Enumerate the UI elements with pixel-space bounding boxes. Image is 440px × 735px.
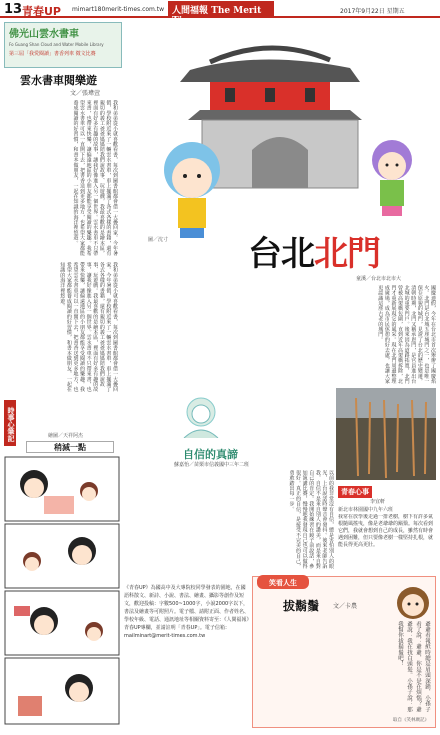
article-left-body-2: 我和弟弟從小就喜歡看書，每次到圖書館都會借一大疊回家。今年暑假，學校附近來了一輛雲水書車，車上擺滿了各式各樣的書籍，還有親切的義工爸爸媽媽陪我們說故事、玩遊戲。我最喜歡的是繪本區，裡面有好多有趣的故事，讓我好像進入另一個世界。雲水書車不只帶來書，也帶來快樂，讓偏遠地區的小朋友都能享受閱讀的樂趣。我希望雲水書車可以一直開下去，把書香送到更多地方，也希望大家都能養成閱讀的好習慣，和書本做朋友，一起在知識的海洋裡悠遊。 xyxy=(59,262,118,392)
feature-title-part1: 台北 xyxy=(248,234,314,274)
feature-body: 國慶連假，今年在台北市首次舉辦了國慶焰火。北門是台北城五座城門之一，也是唯一保存原貌的城門，見證了台北的歷史變遷。清朝時期，北門又稱承恩門，是官員進出台北城的重要門戶。後來因為道路拓寬，北門曾被高架橋包圍，直到近年高架橋拆除，北門才重新展現它的風采。現在北門周邊整理成廣場，成為市民休憩的好去處，也讓大家更認識這座古老的城門。 xyxy=(377,285,436,384)
essay-byline: 蘇嘉怡／苗栗市信義國中三年二班 xyxy=(174,462,250,468)
comic-column-label: 時事心筆記 xyxy=(4,400,16,446)
youth-column-label: 青春心事 xyxy=(338,486,372,498)
masthead xyxy=(0,0,440,26)
youth-column-school: 新北市林園國中九年六班 xyxy=(338,507,394,513)
article-left-byline: 文／張瑋萱 xyxy=(70,90,101,97)
joke-badge: 笑看人生 xyxy=(257,575,309,589)
joke-source: 取自《笑林廣記》 xyxy=(393,718,429,723)
kid-boy-blue-hair xyxy=(164,142,220,238)
joke-cartoon xyxy=(393,583,433,623)
tree-roots-image xyxy=(336,388,436,480)
joke-girl-icon xyxy=(393,583,433,623)
issue-date: 2017年9月22日 星期五 xyxy=(340,8,405,15)
banner-tag: 第三屆「我愛閱讀」書香列車 徵文比賽 xyxy=(9,51,96,57)
comic-credit: 繪圖／天祥阿杰 xyxy=(48,433,84,439)
joke-byline: 文／卡農 xyxy=(333,603,358,610)
banner-title: 佛光山雲水書車 xyxy=(9,29,79,40)
banner-subtitle: Fo Guang Shan Cloud and Water Mobile Library xyxy=(9,42,104,47)
joke-box xyxy=(252,576,436,728)
feature-title xyxy=(248,226,380,275)
submission-notice: 《青春UP》為國高中及大專院校同學發表的園地，在國語科散文、新詩、小說、書法、繪畫、攝影等創作及短文，歡迎投稿：字數500~1000字，小說2000字以下，書法及繪畫等可附照片。電子檔、請附正面、作者姓名、學校年級、電話、通訊地址等相關資料寄至：《人間福報》青春UP專欄，並請註明「青春UP」。電子信箱：mailminart@merit-times.com.tw xyxy=(124,585,250,639)
youth-column-body: 我常在放學後走過一排老樹，樹下有許多氣根隨風搖曳，像是老爺爺的鬍鬚。每次看到它們，我就會想到自己的成長，雖然有時會遇到困難，但只要像老樹一樣堅持扎根，就能長得更高更壯。 xyxy=(338,514,434,548)
feature-title-part2: 北門 xyxy=(314,234,380,274)
section-name: 青春UP xyxy=(22,5,61,18)
illustration-caption: 圖／沈寸 xyxy=(148,237,169,243)
north-gate-drawing xyxy=(130,20,436,240)
section-url[interactable]: mimart180merit-times.com.tw xyxy=(72,6,165,13)
essay-figure xyxy=(174,392,228,438)
library-banner xyxy=(4,22,122,68)
comic-panels xyxy=(4,456,120,726)
comic-strip xyxy=(4,456,120,726)
page-number: 13 xyxy=(4,2,23,17)
essay-title: 自信的真諦 xyxy=(183,448,238,461)
essay-body: 以前的我非常沒有自信，總是害怕別人的眼光，上台說話時聲音會發抖。後來老師告訴我，自信不是來自別人的讚美，而是來自對自己的肯定。我開始練習在鏡子前說話，參加演講比賽，慢慢地我發現自己也可以做得很好。真正的自信，是接受不完美的自己，勇敢踏出每一步。 xyxy=(288,470,334,569)
joke-title: 拔鬍鬚 xyxy=(283,599,320,613)
north-gate-illustration xyxy=(130,20,436,240)
feature-byline: 童溪／台北市北市大 xyxy=(356,276,402,282)
tree-roots-photo xyxy=(336,388,436,480)
article-left-body: 我和弟弟從小就喜歡看書，每次到圖書館都會借一大疊回家。今年暑假，學校附近來了一輛雲水書車，車上擺滿了各式各樣的書籍，還有親切的義工爸爸媽媽陪我們說故事、玩遊戲。我最喜歡的是繪本區，裡面有好多有趣的故事，讓我好像進入另一個世界。雲水書車不只帶來書，也帶來快樂，讓偏遠地區的小朋友都能享受閱讀的樂趣。我希望雲水書車可以一直開下去，把書香送到更多地方，也希望大家都能養成閱讀的好習慣，和書本做朋友，一起在知識的海洋裡悠遊。 xyxy=(72,100,118,256)
youth-column-author: 李宜軒 xyxy=(370,499,386,505)
newspaper-logo: 人間福報 The Merit Times xyxy=(168,1,274,16)
article-left-title: 雲水書車閱樂遊 xyxy=(20,74,97,87)
comic-title: 稍減一點 xyxy=(26,441,114,453)
essay-illustration xyxy=(174,392,228,438)
kid-girl-purple-hair xyxy=(372,140,412,216)
joke-body: 爺爺看報紙時總是眉頭深鎖，小孫子看了說：爺爺，你是不是在煩惱？爺爺說：我在找白頭髮。小孫子說：那我幫你拔鬍鬚吧！ xyxy=(397,621,430,713)
